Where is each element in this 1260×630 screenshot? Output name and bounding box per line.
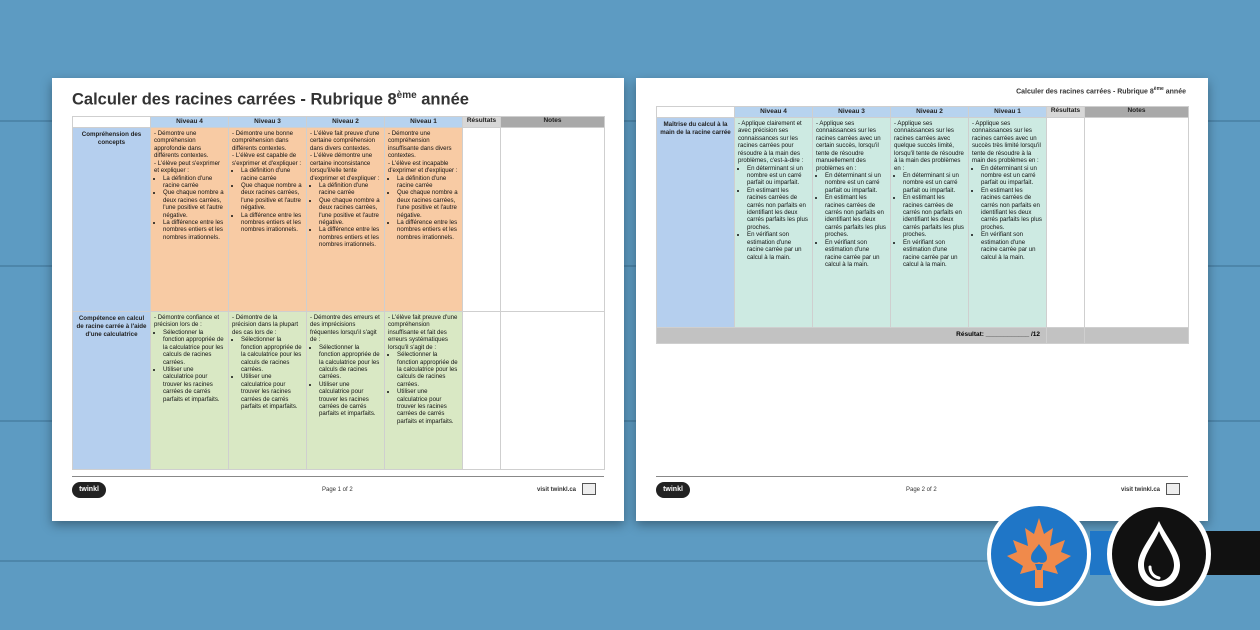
rubric-cell bbox=[385, 312, 463, 470]
list-item: • En estimant les racines carrées de carrés non parfaits en identifiant les deux carrés parfaits les plus proches. bbox=[747, 187, 809, 232]
rubric-cell bbox=[813, 118, 891, 328]
rubric-cell bbox=[385, 128, 463, 312]
list-item: • En déterminant si un nombre est un carré parfait ou imparfait. bbox=[747, 165, 809, 187]
cell-bullet-list bbox=[310, 344, 381, 418]
list-item: • Sélectionner la fonction appropriée de la calculatrice pour les calculs de racines carrées. bbox=[397, 351, 459, 388]
twinkl-logo: twinkl bbox=[656, 482, 690, 498]
list-item: • Utiliser une calculatrice pour trouver les racines carrées de carrés parfaits et imparfaits. bbox=[397, 388, 459, 425]
list-item: • La définition d'une racine carrée bbox=[241, 167, 303, 182]
list-item: • En déterminant si un nombre est un carré parfait ou imparfait. bbox=[903, 172, 965, 194]
list-item: • En vérifiant son estimation d'une racine carrée par un calcul à la main. bbox=[903, 239, 965, 269]
score-notes-cell[interactable] bbox=[1085, 328, 1189, 344]
score-results-cell[interactable] bbox=[1047, 328, 1085, 344]
notes-cell[interactable] bbox=[501, 312, 605, 470]
header-results: Résultats bbox=[463, 117, 501, 128]
header-notes: Notes bbox=[1085, 107, 1189, 118]
header-results: Résultats bbox=[1047, 107, 1085, 118]
list-item: • En estimant les racines carrées de carrés non parfaits en identifiant les deux carrés parfaits les plus proches. bbox=[825, 194, 887, 239]
list-item: • En estimant les racines carrées de carrés non parfaits en identifiant les deux carrés parfaits les plus proches. bbox=[981, 187, 1043, 232]
list-item: • Sélectionner la fonction appropriée de la calculatrice pour les calculs de racines carrées. bbox=[319, 344, 381, 381]
rubric-cell bbox=[151, 128, 229, 312]
list-item: • Sélectionner la fonction appropriée de la calculatrice pour les calculs de racines carrées. bbox=[163, 329, 225, 366]
page-number: Page 2 of 2 bbox=[906, 487, 937, 493]
list-item: • La définition d'une racine carrée bbox=[397, 175, 459, 190]
table-row bbox=[73, 128, 605, 312]
list-item: • En vérifiant son estimation d'une racine carrée par un calcul à la main. bbox=[825, 239, 887, 269]
list-item: • La définition d'une racine carrée bbox=[163, 175, 225, 190]
list-item: • En vérifiant son estimation d'une racine carrée par un calcul à la main. bbox=[981, 231, 1043, 261]
rubric-cell bbox=[229, 312, 307, 470]
cell-description: - Démontre une compréhension approfondie dans différents contextes. - L'élève peut s'exprimer et expliquer : bbox=[154, 130, 221, 175]
rubric-cell bbox=[735, 118, 813, 328]
rubric-cell bbox=[307, 312, 385, 470]
cell-bullet-list bbox=[154, 175, 225, 242]
criterion-label: Compétence en calcul de racine carrée à l'aide d'une calculatrice bbox=[73, 312, 151, 470]
list-item: • En déterminant si un nombre est un carré parfait ou imparfait. bbox=[981, 165, 1043, 187]
results-cell[interactable] bbox=[463, 128, 501, 312]
score-row bbox=[657, 328, 1189, 344]
list-item: • Que chaque nombre a deux racines carrées, l'une positive et l'autre négative. bbox=[241, 182, 303, 212]
cell-bullet-list bbox=[738, 165, 809, 261]
score-label: Résultat: ____________ /12 bbox=[657, 328, 1047, 344]
cell-bullet-list bbox=[154, 329, 225, 403]
rubric-cell bbox=[151, 312, 229, 470]
list-item: • Que chaque nombre a deux racines carrées, l'une positive et l'autre négative. bbox=[397, 189, 459, 219]
list-item: • Utiliser une calculatrice pour trouver les racines carrées de carrés parfaits et imparfaits. bbox=[319, 381, 381, 418]
list-item: • La différence entre les nombres entiers et les nombres irrationnels. bbox=[397, 219, 459, 241]
cell-description: - Applique ses connaissances sur les racines carrées avec un certain succès, lorsqu'il tente de résoudre manuellement des problèmes en : bbox=[816, 120, 881, 172]
quality-badge-icon bbox=[582, 483, 596, 495]
page-title: Calculer des racines carrées - Rubrique 8ème année bbox=[72, 90, 469, 109]
list-item: • Utiliser une calculatrice pour trouver les racines carrées de carrés parfaits et imparfaits. bbox=[163, 366, 225, 403]
rubric-page-2 bbox=[636, 78, 1208, 521]
list-item: • Que chaque nombre a deux racines carrées, l'une positive et l'autre négative. bbox=[319, 197, 381, 227]
cell-description: - Applique ses connaissances sur les racines carrées avec un succès très limité lorsqu'il tente de résoudre à la main des problèmes en : bbox=[972, 120, 1041, 165]
rubric-cell bbox=[891, 118, 969, 328]
twinkl-logo: twinkl bbox=[72, 482, 106, 498]
criterion-label: Compréhension des concepts bbox=[73, 128, 151, 312]
table-row bbox=[73, 312, 605, 470]
maple-leaf-icon bbox=[987, 502, 1091, 606]
notes-cell[interactable] bbox=[501, 128, 605, 312]
header-notes: Notes bbox=[501, 117, 605, 128]
rubric-cell bbox=[307, 128, 385, 312]
cell-bullet-list bbox=[232, 336, 303, 410]
list-item: • En déterminant si un nombre est un carré parfait ou imparfait. bbox=[825, 172, 887, 194]
cell-description: - Démontre de la précision dans la plupart des cas lors de : bbox=[232, 314, 299, 336]
footer-divider bbox=[72, 476, 604, 477]
cell-description: - Applique ses connaissances sur les racines carrées avec quelque succès limité, lorsqu'il tente de résoudre à la main des problèmes en : bbox=[894, 120, 964, 172]
rubric-table bbox=[656, 106, 1189, 344]
header-level-2: Niveau 2 bbox=[307, 117, 385, 128]
visit-link[interactable]: visit twinkl.ca bbox=[1121, 487, 1161, 493]
notes-cell[interactable] bbox=[1085, 118, 1189, 328]
footer-divider bbox=[656, 476, 1188, 477]
header-level-2: Niveau 2 bbox=[891, 107, 969, 118]
cell-bullet-list bbox=[388, 351, 459, 425]
cell-bullet-list bbox=[310, 182, 381, 249]
cell-description: - Démontre une bonne compréhension dans différents contextes. - L'élève est capable de s'exprimer et d'expliquer : bbox=[232, 130, 302, 167]
page-number: Page 1 of 2 bbox=[322, 487, 353, 493]
page-title: Calculer des racines carrées - Rubrique 8ème année bbox=[1016, 86, 1186, 96]
header-level-3: Niveau 3 bbox=[229, 117, 307, 128]
cell-description: - Applique clairement et avec précision ses connaissances sur les racines carrées pour résoudre à la main des problèmes, c'est-à-dire : bbox=[738, 120, 804, 165]
rubric-cell bbox=[229, 128, 307, 312]
list-item: • La différence entre les nombres entiers et les nombres irrationnels. bbox=[319, 226, 381, 248]
cell-description: - L'élève fait preuve d'une certaine compréhension dans divers contextes. - L'élève démontre une certaine inconsistance lorsqu'il/elle tente d'exprimer et d'expliquer : bbox=[310, 130, 380, 182]
header-level-1: Niveau 1 bbox=[969, 107, 1047, 118]
cell-description: - Démontre des erreurs et des imprécisions fréquentes lorsqu'il s'agit de : bbox=[310, 314, 380, 344]
rubric-table bbox=[72, 116, 605, 470]
cell-description: - Démontre une compréhension insuffisante dans divers contextes. - L'élève est incapable d'exprimer et d'expliquer : bbox=[388, 130, 458, 175]
list-item: • Utiliser une calculatrice pour trouver les racines carrées de carrés parfaits et imparfaits. bbox=[241, 373, 303, 410]
cell-bullet-list bbox=[972, 165, 1043, 261]
cell-bullet-list bbox=[232, 167, 303, 234]
cell-bullet-list bbox=[894, 172, 965, 268]
header-level-4: Niveau 4 bbox=[735, 107, 813, 118]
cell-description: - L'élève fait preuve d'une compréhension insuffisante et fait des erreurs systématiques lorsqu'il s'agit de : bbox=[388, 314, 458, 351]
header-level-3: Niveau 3 bbox=[813, 107, 891, 118]
criterion-label: Maîtrise du calcul à la main de la racine carrée bbox=[657, 118, 735, 328]
cell-description: - Démontre confiance et précision lors de : bbox=[154, 314, 220, 329]
visit-link[interactable]: visit twinkl.ca bbox=[537, 487, 577, 493]
rubric-cell bbox=[969, 118, 1047, 328]
rubric-page-1 bbox=[52, 78, 624, 521]
list-item: • La différence entre les nombres entiers et les nombres irrationnels. bbox=[163, 219, 225, 241]
cell-bullet-list bbox=[816, 172, 887, 268]
quality-badge-icon bbox=[1166, 483, 1180, 495]
list-item: • La définition d'une racine carrée bbox=[319, 182, 381, 197]
results-cell[interactable] bbox=[1047, 118, 1085, 328]
list-item: • En vérifiant son estimation d'une racine carrée par un calcul à la main. bbox=[747, 231, 809, 261]
table-row bbox=[657, 118, 1189, 328]
ink-drop-icon bbox=[1107, 502, 1211, 606]
header-level-1: Niveau 1 bbox=[385, 117, 463, 128]
results-cell[interactable] bbox=[463, 312, 501, 470]
header-level-4: Niveau 4 bbox=[151, 117, 229, 128]
list-item: • Sélectionner la fonction appropriée de la calculatrice pour les calculs de racines carrées. bbox=[241, 336, 303, 373]
cell-bullet-list bbox=[388, 175, 459, 242]
list-item: • En estimant les racines carrées de carrés non parfaits en identifiant les deux carrés parfaits les plus proches. bbox=[903, 194, 965, 239]
list-item: • Que chaque nombre a deux racines carrées, l'une positive et l'autre négative. bbox=[163, 189, 225, 219]
list-item: • La différence entre les nombres entiers et les nombres irrationnels. bbox=[241, 212, 303, 234]
